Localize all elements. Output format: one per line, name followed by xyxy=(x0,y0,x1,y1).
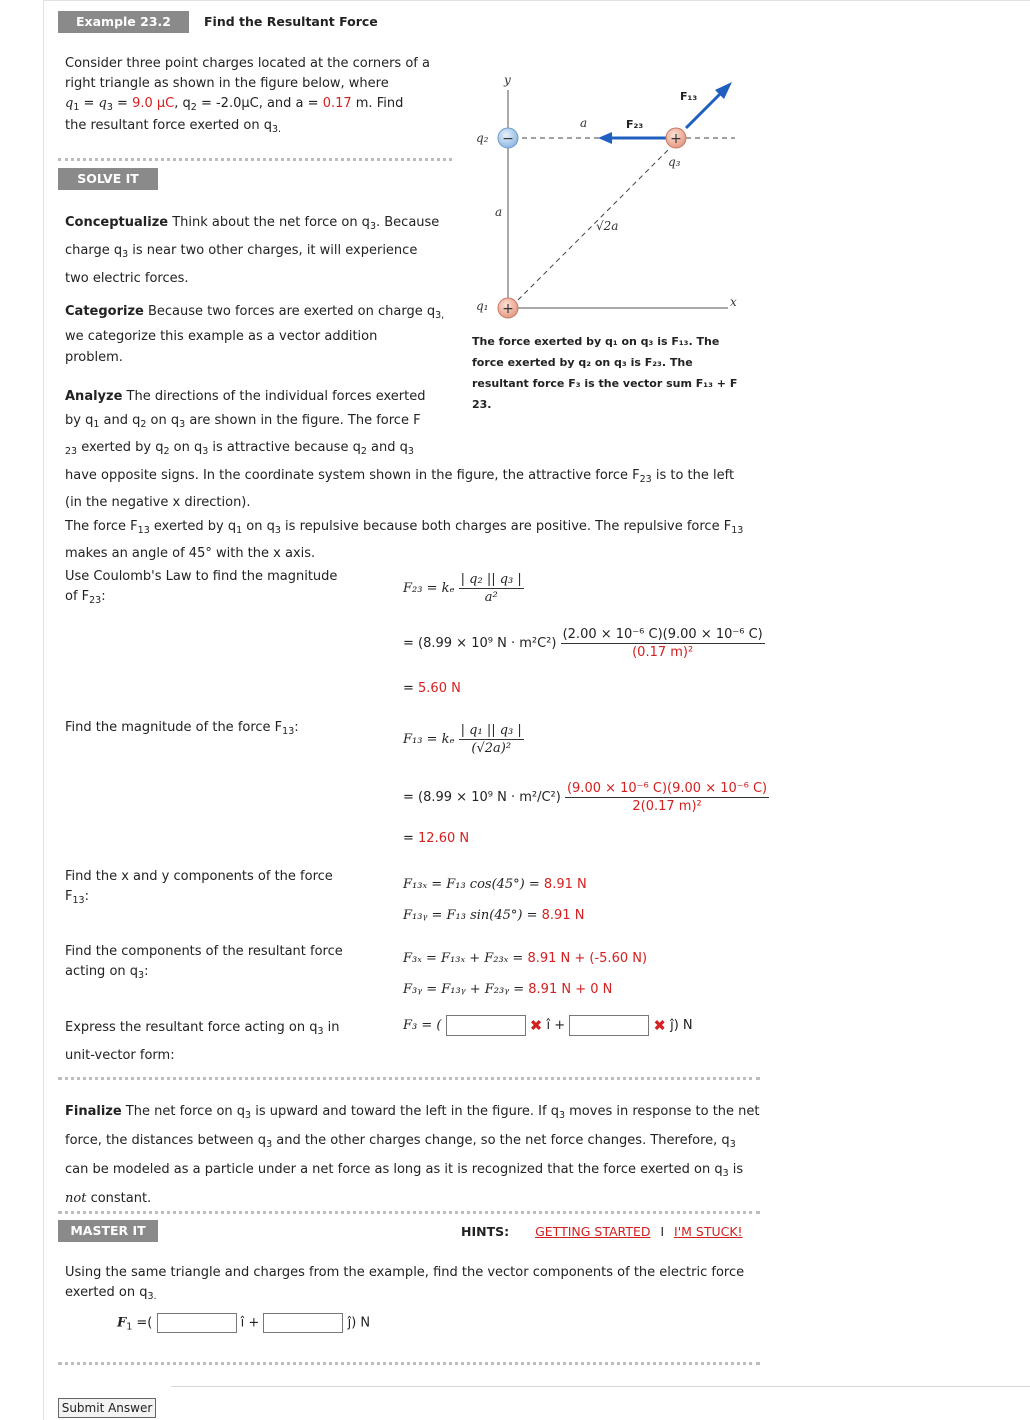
unit-vector-prompt: Express the resultant force acting on $q_3$ in unit-vector form: xyxy=(65,1020,340,1063)
svg-text:F₂₃: F₂₃ xyxy=(626,118,644,131)
master-it-badge: MASTER IT xyxy=(58,1220,158,1242)
svg-text:+: + xyxy=(670,131,682,147)
charge-figure xyxy=(460,70,760,330)
f1-answer-row: $F_1$ =( î + ĵ) N xyxy=(117,1313,370,1333)
hints-row: HINTS: GETTING STARTED I I'M STUCK! xyxy=(461,1224,743,1239)
f1x-input[interactable] xyxy=(157,1313,237,1333)
f1y-input[interactable] xyxy=(263,1313,343,1333)
svg-text:q₃: q₃ xyxy=(668,155,681,169)
components-prompt: Find the x and y components of the force $F_{13}$: xyxy=(65,869,333,906)
master-it-text: Using the same triangle and charges from the example, find the vector components of the electric force exerted on $q_{3.}$ xyxy=(65,1265,745,1302)
f13-components: F₁₃ₓ = F₁₃ cos(45°) = 8.91 N F₁₃ᵧ = F₁₃ sin(45°) = 8.91 N xyxy=(403,877,587,923)
svg-text:−: − xyxy=(502,131,514,147)
a-value: 0.17 xyxy=(322,96,352,112)
figure-caption: The force exerted by q₁ on q₃ is F₁₃. The force exerted by q₂ on q₃ is F₂₃. The resultant force F₃ is the vector sum F₁₃ + F 23. xyxy=(472,335,738,411)
f23-arrowhead xyxy=(598,132,612,144)
divider xyxy=(58,1362,760,1365)
submit-answer-button[interactable]: Submit Answer xyxy=(58,1398,156,1418)
f3-answer-row: F₃ = ( ✖ î + ✖ ĵ) N xyxy=(403,1016,693,1035)
f13-prompt: Find the magnitude of the force $F_{13}$: xyxy=(65,720,299,737)
finalize-text: Finalize The net force on $q_3$ is upward and toward the left in the figure. If $q_3$ moves in response to the net force, the distances between $q_3$ and the other charges change, so the net force changes. Therefore, $q_3$ can be modeled as a particle under a net force as long as it is recognized that the force exerted on $q_3$ is not constant. xyxy=(65,1104,760,1206)
f3x-input[interactable] xyxy=(446,1015,526,1036)
f3-components: F₃ₓ = F₁₃ₓ + F₂₃ₓ = 8.91 N + (-5.60 N) F₃ᵧ = F₁₃ᵧ + F₂₃ᵧ = 8.91 N + 0 N xyxy=(403,951,648,997)
hypotenuse-dashed xyxy=(518,148,670,300)
svg-text:a: a xyxy=(495,205,503,219)
svg-text:y: y xyxy=(504,73,511,87)
f13-formula: F₁₃ = kₑ $\frac{\text{| q₁ || q₃ |}}{\text{(√2a)²}}$ xyxy=(403,723,522,756)
svg-text:q₁: q₁ xyxy=(476,299,489,313)
q13-value: 9.0 μC xyxy=(132,96,175,112)
svg-text:a: a xyxy=(580,116,588,130)
f23-formula: F₂₃ = kₑ $\frac{\text{| q₂ || q₃ |}}{\text{a²}}$ xyxy=(403,572,522,605)
f3y-wrong-icon: ✖ xyxy=(653,1016,666,1035)
divider xyxy=(58,158,452,161)
f3y-input[interactable] xyxy=(569,1015,649,1036)
svg-text:√2a: √2a xyxy=(596,219,619,233)
resultant-prompt: Find the components of the resultant force acting on $q_3$: xyxy=(65,944,343,981)
f13-result: = 12.60 N xyxy=(403,831,470,846)
analyze-text: Analyze The directions of the individual forces exerted by $q_1$ and $q_2$ on $q_3$ are shown in the figure. The force F $_{23}$ exerted by $q_2$ on $q_3$ is attractive because $q_2$ and $q_3$ have opposite signs. In the coordinate system shown in the figure, the attractive force $F_{23}$ is to the left (in the negative x direction). The force $F_{13}$ exerted by $q_1$ on $q_3$ is repulsive because both charges are positive. The repulsive force $F_{13}$ makes an angle of 45° with the x axis. xyxy=(65,389,744,561)
conceptualize-text: Conceptualize Think about the net force on $q_3$. Because charge $q_3$ is near two other charges, it will experience two electric forces. xyxy=(65,215,440,286)
svg-text:q₂: q₂ xyxy=(476,131,489,145)
example-badge: Example 23.2 xyxy=(58,11,189,33)
svg-text:+: + xyxy=(502,301,514,317)
f23-result: = 5.60 N xyxy=(403,681,461,696)
getting-started-link[interactable]: GETTING STARTED xyxy=(535,1224,651,1239)
example-title: Find the Resultant Force xyxy=(204,14,378,29)
divider xyxy=(58,1077,760,1080)
categorize-text: Categorize Because two forces are exerted on charge $q_{3,}$ we categorize this example as a vector addition problem. xyxy=(65,304,445,365)
svg-text:x: x xyxy=(730,295,737,309)
svg-text:F₁₃: F₁₃ xyxy=(680,90,698,103)
im-stuck-link[interactable]: I'M STUCK! xyxy=(674,1224,743,1239)
solve-it-badge: SOLVE IT xyxy=(58,168,158,190)
divider xyxy=(58,1211,760,1214)
f23-substitution: = (8.99 × 10⁹ N · m²C²) $\frac{\text{(2.00 × 10⁻⁶ C)(9.00 × 10⁻⁶ C)}}{\text{(0.17 m)²}}$ xyxy=(403,627,763,660)
coulomb-prompt: Use Coulomb's Law to find the magnitude of $F_{23}$: xyxy=(65,569,338,606)
f13-substitution: = (8.99 × 10⁹ N · m²/C²) $\frac{\text{(9.00 × 10⁻⁶ C)(9.00 × 10⁻⁶ C)}}{\text{2(0.17 m)²}}$ xyxy=(403,781,768,814)
intro-text: Consider three point charges located at the corners of a right triangle as shown in the figure below, where $q_1 = q_3 = 9.0$ μC, $q_2 = -2.0\mu C$, and a = 0.17 m. Find the resultant force exerted on $q_{3.}$ xyxy=(65,56,430,135)
bottom-line xyxy=(171,1386,1030,1387)
f3x-wrong-icon: ✖ xyxy=(529,1016,543,1035)
